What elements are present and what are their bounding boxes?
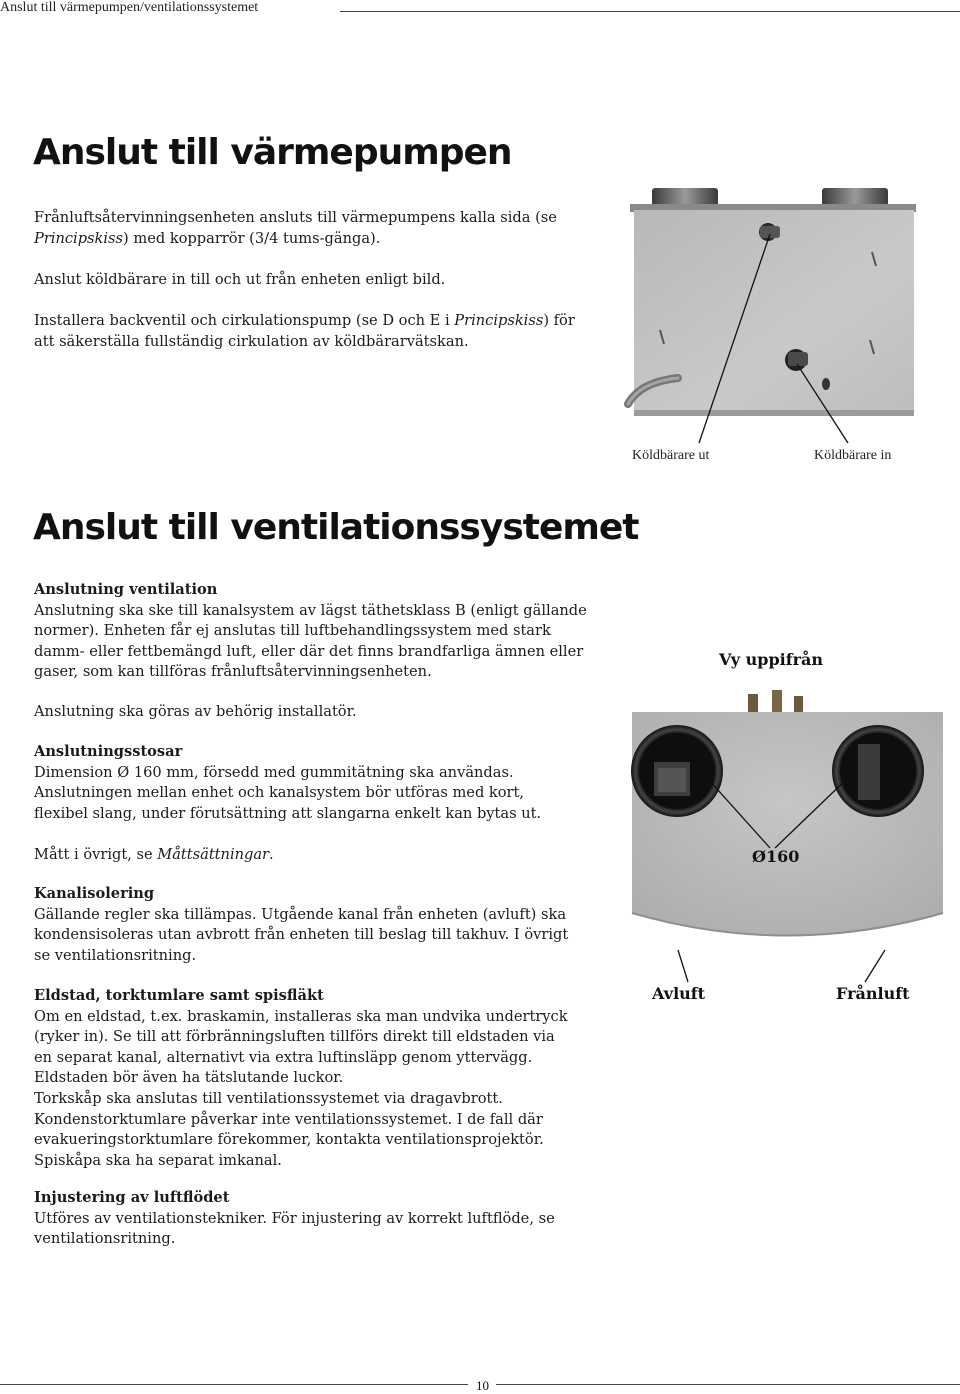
paragraph-injustering: Utföres av ventilationstekniker. För injustering av korrekt luftflöde, se ventilationsritning. bbox=[34, 1209, 555, 1248]
block-kanalisolering bbox=[34, 884, 582, 966]
paragraph-valve-pre: Installera backventil och cirkulationspump (se D och E i bbox=[34, 312, 455, 329]
paragraph-eldstad-2: Torkskåp ska anslutas till ventilationssystemet via dragavbrott. Kondenstorktumlare påverkar inte ventilationssystemet. I de fall där evakueringstorktumlare förekommer, kontakta ventilationsprojektör. bbox=[34, 1089, 544, 1149]
paragraph-kanalisolering: Gällande regler ska tillämpas. Utgående kanal från enheten (avluft) ska kondensisoleras utan avbrott från enheten till beslag till takhuv. I övrigt se ventilationsritning. bbox=[34, 905, 569, 964]
paragraph-connection-pre: Frånluftsåtervinningsenheten ansluts till värmepumpens kalla sida (se bbox=[34, 209, 557, 226]
footer-rule-left bbox=[0, 1384, 468, 1385]
label-duct-diameter: Ø160 bbox=[752, 847, 800, 866]
paragraph-dimensions-post: . bbox=[269, 846, 274, 863]
paragraph-connection-post: ) med kopparrör (3/4 tums-gänga). bbox=[123, 229, 381, 247]
subheading-anslutningsstosar: Anslutningsstosar bbox=[34, 743, 183, 760]
paragraph-anslutning-ventilation: Anslutning ska ske till kanalsystem av lägst täthetsklass B (enligt gällande normer). Enheten får ej anslutas till luftbehandlingssystem med stark damm- eller fettbemängd luft, eller där det finns brandfarliga ämnen eller gaser, som kan tillföras frånluftsåtervinningsenheten. bbox=[34, 601, 587, 681]
page-number: 10 bbox=[472, 1378, 493, 1394]
paragraph-valve-post: ) för att säkerställa fullständig cirkulation av köldbärarvätskan. bbox=[34, 312, 575, 350]
paragraph-connection bbox=[34, 208, 579, 249]
paragraph-installer: Anslutning ska göras av behörig installatör. bbox=[34, 703, 357, 720]
paragraph-dimensions-pre: Mått i övrigt, se bbox=[34, 846, 158, 863]
footer-rule-right bbox=[496, 1384, 960, 1385]
label-top-view: Vy uppifrån bbox=[719, 650, 824, 669]
label-coolant-out: Köldbärare ut bbox=[632, 448, 710, 463]
block-anslutningsstosar bbox=[34, 742, 582, 824]
principskiss-ref-2: Principskiss bbox=[454, 312, 544, 329]
paragraph-coolant: Anslut köldbärare in till och ut från enheten enligt bild. bbox=[34, 271, 446, 288]
paragraph-eldstad-1: Om en eldstad, t.ex. braskamin, installeras ska man undvika undertryck (ryker in). Se till att förbränningsluften tillförs direkt till eldstaden via en separat kanal, alternativt via extra luftinsläpp genom yttervägg. Eldstaden bör även ha tätslutande luckor. bbox=[34, 1007, 568, 1087]
label-avluft: Avluft bbox=[652, 984, 706, 1003]
block-anslutning-ventilation bbox=[34, 580, 589, 683]
header-rule bbox=[340, 11, 960, 12]
leader-lines-ducts bbox=[700, 760, 880, 860]
subheading-anslutning-ventilation: Anslutning ventilation bbox=[34, 581, 218, 598]
subheading-kanalisolering: Kanalisolering bbox=[34, 885, 155, 902]
leader-lines-coolant bbox=[690, 225, 860, 450]
running-header: Anslut till värmepumpen/ventilationssystemet bbox=[0, 0, 259, 15]
paragraph-dimensions bbox=[34, 845, 594, 866]
subheading-eldstad: Eldstad, torktumlare samt spisfläkt bbox=[34, 987, 324, 1004]
principskiss-ref: Principskiss bbox=[34, 229, 124, 247]
label-coolant-in: Köldbärare in bbox=[814, 448, 892, 463]
block-eldstad bbox=[34, 986, 574, 1171]
leader-lines-airflow bbox=[660, 948, 920, 988]
mattsattningar-ref: Måttsättningar bbox=[157, 846, 270, 863]
subheading-injustering: Injustering av luftflödet bbox=[34, 1189, 230, 1206]
paragraph-anslutningsstosar: Dimension Ø 160 mm, försedd med gummitätning ska användas. Anslutningen mellan enhet och kanalsystem bör utföras med kort, flexibel slang, under förutsättning att slangarna enkelt kan bytas ut. bbox=[34, 763, 542, 822]
block-injustering bbox=[34, 1188, 574, 1250]
paragraph-valve bbox=[34, 311, 579, 352]
section-title-ventilation: Anslut till ventilationssystemet bbox=[33, 507, 639, 548]
label-franluft: Frånluft bbox=[836, 984, 910, 1003]
section-title-heat-pump: Anslut till värmepumpen bbox=[33, 132, 512, 173]
paragraph-eldstad-3: Spiskåpa ska ha separat imkanal. bbox=[34, 1151, 282, 1169]
